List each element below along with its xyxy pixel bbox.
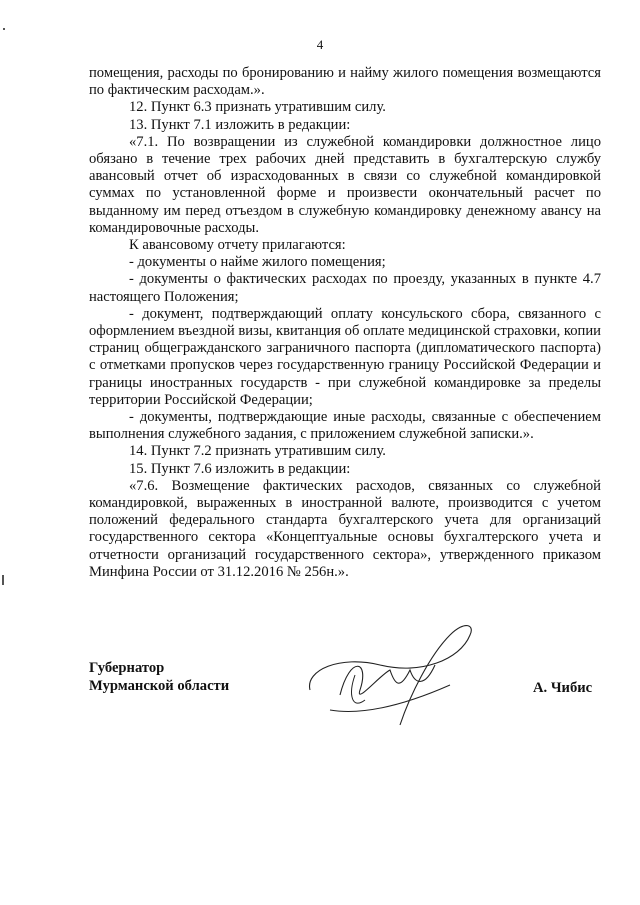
list-item: - документы о найме жилого помещения;: [129, 254, 386, 271]
list-item: - документы о фактических расходах по проезду, указанных в пункте 4.7 настоящего Положения;: [89, 271, 601, 305]
paragraph-item-15: 15. Пункт 7.6 изложить в редакции:: [129, 460, 351, 477]
scan-artifact: [3, 28, 5, 30]
document-body: [89, 65, 601, 581]
paragraph-item-13: 13. Пункт 7.1 изложить в редакции:: [129, 116, 351, 133]
paragraph-quote-7-6: «7.6. Возмещение фактических расходов, связанных со служебной командировкой, выраженных в иностранной валюте, производится с учетом положений федерального стандарта бухгалтерского учета для организаций государственного сектора «Концептуальные основы бухгалтерского учета и отчетности организаций государственного сектора», утвержденного приказом Минфина России от 31.12.2016 № 256н.».: [89, 477, 601, 580]
signature-position: [89, 659, 229, 695]
page-number: 4: [316, 37, 324, 52]
paragraph-continuation: помещения, расходы по бронированию и найму жилого помещения возмещаются по фактическим расходам.».: [89, 65, 601, 99]
paragraph-item-14: 14. Пункт 7.2 признать утратившим силу.: [129, 443, 386, 460]
scan-artifact: [2, 575, 4, 585]
signer-name: А. Чибис: [533, 680, 593, 696]
signature-position-line2: Мурманской области: [89, 678, 230, 694]
handwritten-signature: [300, 615, 480, 745]
paragraph-item-12: 12. Пункт 6.3 признать утратившим силу.: [129, 99, 386, 116]
paragraph-quote-7-1: «7.1. По возвращении из служебной командировки должностное лицо обязано в течение трех рабочих дней представить в бухгалтерскую службу авансовый отчет об израсходованных в связи со служебной командировкой суммах по установленной форме и произвести окончательный расчет по выданному им перед отъездом в служебную командировку денежному авансу на командировочные расходы.: [89, 133, 601, 236]
list-item: - документ, подтверждающий оплату консульского сбора, связанного с оформлением въездной визы, квитанция об оплате медицинской страховки, копии страниц общегражданского заграничного паспорта (дипломатического паспорта) с отметками пропусков через государственную границу Российской Федерации и границы иностранных государств - при служебной командировке за пределы территории Российской Федерации;: [89, 305, 601, 408]
paragraph-attachments-intro: К авансовому отчету прилагаются:: [129, 237, 346, 254]
list-item: - документы, подтверждающие иные расходы, связанные с обеспечением выполнения служебного задания, с приложением служебной записки.».: [89, 409, 601, 443]
signature-position-line1: Губернатор: [89, 660, 165, 676]
